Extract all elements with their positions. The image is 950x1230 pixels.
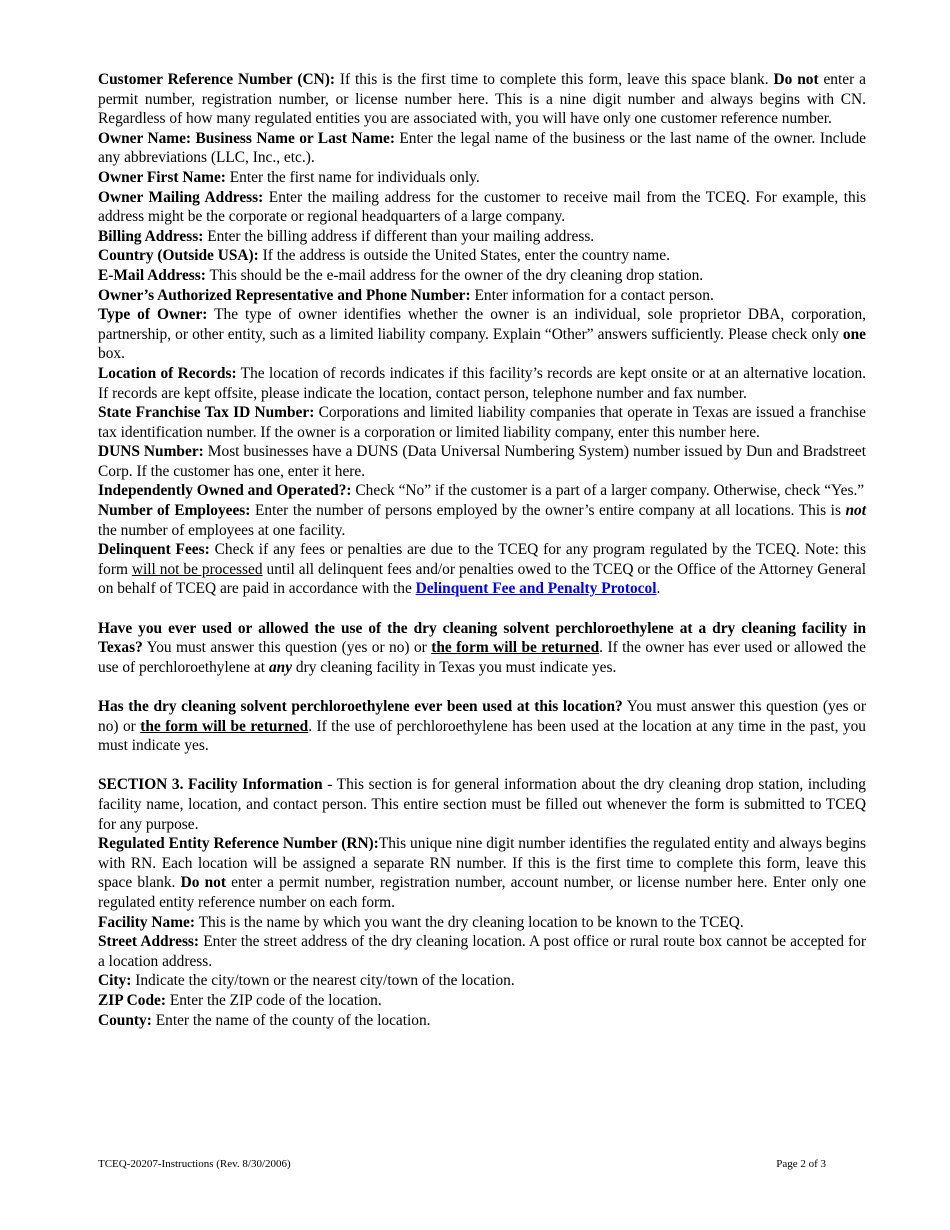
form-id: TCEQ-20207-Instructions (Rev. 8/30/2006) bbox=[98, 1158, 291, 1170]
paragraph-street-address: Street Address: Enter the street address of the dry cleaning location. A post office or rural route box cannot be accepted for a location address. bbox=[98, 933, 867, 970]
paragraph-owner-mailing-address: Owner Mailing Address: Enter the mailing address for the customer to receive mail from the TCEQ. For example, this address might be the corporate or regional headquarters of a large company. bbox=[98, 188, 866, 226]
page-number: Page 2 of 3 bbox=[776, 1158, 826, 1170]
paragraph-facility-name: Facility Name: This is the name by which you want the dry cleaning location to be known to the TCEQ. bbox=[98, 913, 744, 931]
paragraph-regulated-entity-number: Regulated Entity Reference Number (RN):This unique nine digit number identifies the regulated entity and always begins with RN. Each location will be assigned a separate RN number. If this is the first time to complete this form, leave this space blank. Do not enter a permit number, registration number, account number, or license number here. Enter only one regulated entity reference number on each form. bbox=[98, 835, 866, 911]
paragraph-zip-code: ZIP Code: Enter the ZIP code of the location. bbox=[98, 991, 382, 1009]
paragraph-location-of-records: Location of Records: The location of records indicates if this facility’s records are kept onsite or at an alternative location. If records are kept offsite, please indicate the location, contact person, telephone number and fax number. bbox=[98, 364, 867, 402]
paragraph-perc-texas-question: Have you ever used or allowed the use of the dry cleaning solvent perchloroethylene at a dry cleaning facility in Texas? You must answer this question (yes or no) or the form will be returned. If the owner has ever used or allowed the use of perchloroethylene at any dry cleaning facility in Texas you must indicate yes. bbox=[98, 619, 867, 676]
paragraph-county: County: Enter the name of the county of the location. bbox=[98, 1011, 431, 1029]
paragraph-email-address: E-Mail Address: This should be the e-mail address for the owner of the dry cleaning drop station. bbox=[98, 266, 704, 284]
paragraph-number-of-employees: Number of Employees: Enter the number of persons employed by the owner’s entire company at all locations. This is not the number of employees at one facility. bbox=[98, 502, 867, 539]
delinquent-fee-protocol-link[interactable]: Delinquent Fee and Penalty Protocol bbox=[415, 580, 657, 598]
spacer bbox=[98, 599, 866, 619]
paragraph-perc-location-question: Has the dry cleaning solvent perchloroethylene ever been used at this location? You must answer this question (yes or no) or the form will be returned. If the use of perchloroethylene has been used at the location at any time in the past, you must indicate yes. bbox=[98, 698, 866, 755]
paragraph-city: City: Indicate the city/town or the nearest city/town of the location. bbox=[98, 972, 515, 990]
spacer bbox=[98, 756, 866, 776]
paragraph-franchise-tax-id: State Franchise Tax ID Number: Corporations and limited liability companies that operate in Texas are issued a franchise tax identification number. If the owner is a corporation or limited liability company, enter this number here. bbox=[98, 404, 866, 441]
paragraph-billing-address: Billing Address: Enter the billing address if different than your mailing address. bbox=[98, 227, 595, 245]
paragraph-section-3-heading: SECTION 3. Facility Information - This section is for general information about the dry cleaning drop station, including facility name, location, and contact person. This entire section must be filled out whenever the form is submitted to TCEQ for any purpose. bbox=[98, 776, 866, 833]
paragraph-country: Country (Outside USA): If the address is outside the United States, enter the country name. bbox=[98, 247, 670, 265]
paragraph-independently-owned: Independently Owned and Operated?: Check “No” if the customer is a part of a larger company. Otherwise, check “Yes.” bbox=[98, 482, 865, 500]
paragraph-owner-name: Owner Name: Business Name or Last Name: Enter the legal name of the business or the last name of the owner. Include any abbreviations (LLC, Inc., etc.). bbox=[98, 129, 866, 167]
paragraph-customer-reference-number: Customer Reference Number (CN): If this is the first time to complete this form, leave this space blank. Do not enter a permit number, registration number, or license number here. This is a nine digit number and always begins with CN. Regardless of how many regulated entities you are associated with, you will have only one customer reference number. bbox=[98, 71, 866, 128]
paragraph-delinquent-fees: Delinquent Fees: Check if any fees or penalties are due to the TCEQ for any program regulated by the TCEQ. Note: this form will not be processed until all delinquent fees and/or penalties owed to the TCEQ or the Office of the Attorney General on behalf of TCEQ are paid in accordance with the Delinquent Fee and Penalty Protocol. bbox=[98, 541, 866, 598]
paragraph-owner-first-name: Owner First Name: Enter the first name for individuals only. bbox=[98, 168, 480, 186]
instructions-body bbox=[98, 70, 866, 1030]
paragraph-authorized-representative: Owner’s Authorized Representative and Phone Number: Enter information for a contact person. bbox=[98, 286, 714, 304]
spacer bbox=[98, 677, 866, 697]
paragraph-type-of-owner: Type of Owner: The type of owner identifies whether the owner is an individual, sole proprietor DBA, corporation, partnership, or other entity, such as a limited liability company. Explain “Other” answers sufficiently. Please check only one box. bbox=[98, 306, 866, 363]
paragraph-duns-number: DUNS Number: Most businesses have a DUNS (Data Universal Numbering System) number issued by Dun and Bradstreet Corp. If the customer has one, enter it here. bbox=[98, 443, 867, 480]
